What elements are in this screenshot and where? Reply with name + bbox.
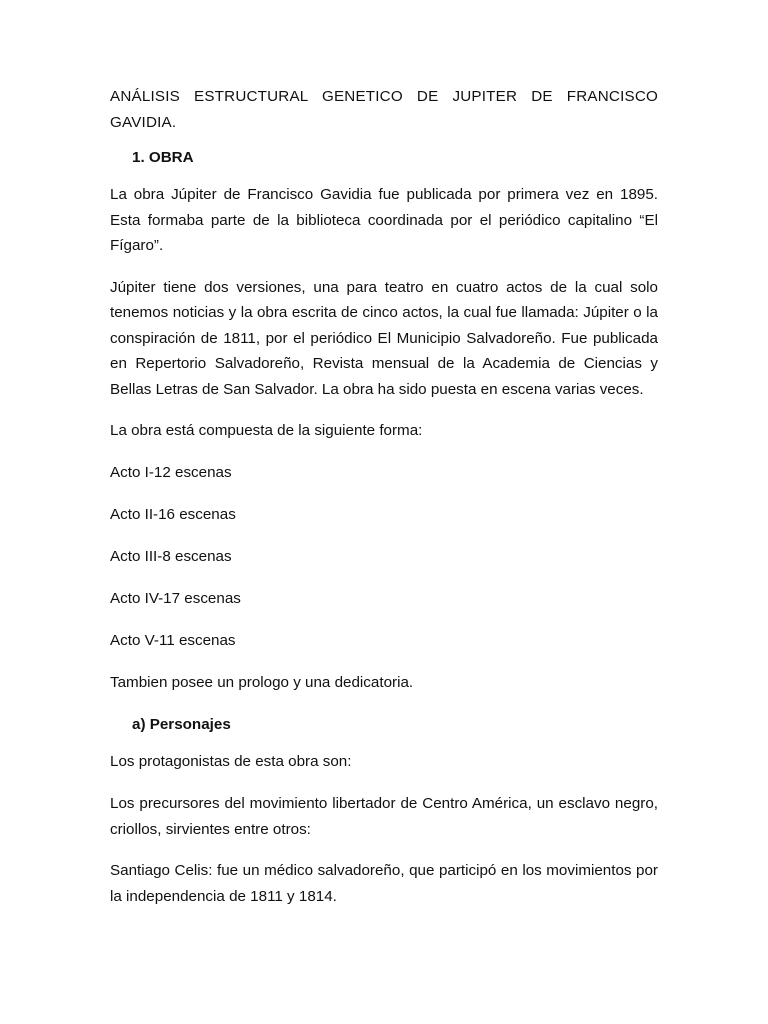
- paragraph-composition: La obra está compuesta de la siguiente forma:: [110, 422, 423, 439]
- paragraph-publication: La obra Júpiter de Francisco Gavidia fue publicada por primera vez en 1895. Esta formaba parte de la biblioteca coordinada por el periódico capitalino “El Fígaro”.: [110, 186, 658, 254]
- act-item-4: Acto IV-17 escenas: [110, 590, 241, 607]
- section-heading-obra: 1. OBRA: [132, 149, 194, 166]
- paragraph-santiago-celis: Santiago Celis: fue un médico salvadoreño, que participó en los movimientos por la independencia de 1811 y 1814.: [110, 862, 658, 905]
- document-title: ANÁLISIS ESTRUCTURAL GENETICO DE JUPITER DE FRANCISCO GAVIDIA.: [110, 88, 658, 131]
- act-item-3: Acto III-8 escenas: [110, 548, 232, 565]
- act-item-5: Acto V-11 escenas: [110, 632, 236, 649]
- paragraph-protagonists: Los protagonistas de esta obra son:: [110, 753, 352, 770]
- paragraph-precursors: Los precursores del movimiento libertador de Centro América, un esclavo negro, criollos, sirvientes entre otros:: [110, 795, 658, 838]
- paragraph-prologue: Tambien posee un prologo y una dedicatoria.: [110, 674, 414, 691]
- paragraph-versions: Júpiter tiene dos versiones, una para teatro en cuatro actos de la cual solo tenemos noticias y la obra escrita de cinco actos, la cual fue llamada: Júpiter o la conspiración de 1811, por el periódico El Municipio Salvadoreño. Fue publicada en Repertorio Salvadoreño, Revista mensual de la Academia de Ciencias y Bellas Letras de San Salvador. La obra ha sido puesta en escena varias veces.: [110, 278, 658, 398]
- section-heading-personajes: a) Personajes: [132, 716, 231, 733]
- act-item-1: Acto I-12 escenas: [110, 464, 232, 481]
- act-item-2: Acto II-16 escenas: [110, 506, 236, 523]
- document-page: [110, 84, 658, 925]
